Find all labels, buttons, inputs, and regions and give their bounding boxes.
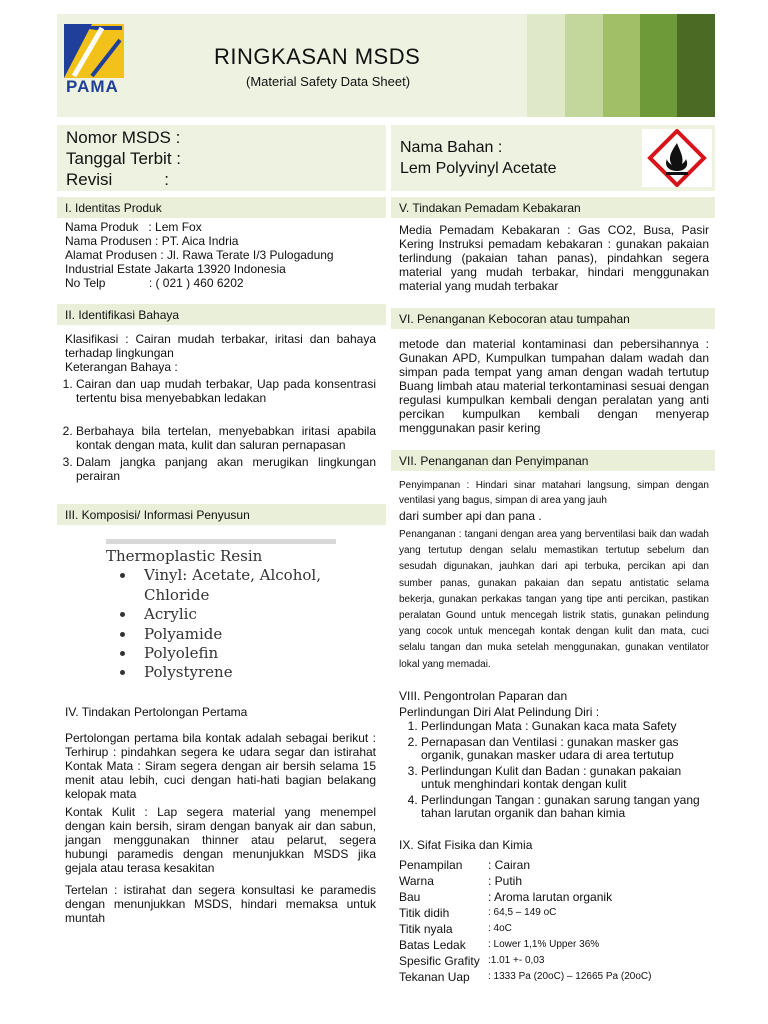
apd-item: 4. Perlindungan Tangan : gunakan sarung tangan yang tahan larutan organik dan bahan kimia <box>421 794 709 820</box>
keterangan-bahaya: Keterangan Bahaya : <box>65 360 178 374</box>
identitas-line: Alamat Produsen : Jl. Rawa Terate I/3 Pulogadung <box>65 248 334 262</box>
bahaya-item: 1. Cairan dan uap mudah terbakar, Uap pada konsentrasi tertentu bisa menyebabkan ledakan <box>76 377 376 405</box>
pertolongan-p2: Kontak Kulit : Lap segera material yang menempel dengan kain bersih, siram dengan banyak air dan sabun, jangan menggunakan thinner atau pelarut, segera hubungi paramedis dengan menunjukkan MSDS jika gejala atau terasa kesakitan <box>65 805 376 875</box>
section-title-pemadam: V. Tindakan Pemadam Kebakaran <box>399 201 581 215</box>
identitas-line: Nama Produk : Lem Fox <box>65 220 202 234</box>
header-stripe-4 <box>640 14 677 117</box>
nama-bahan-value: Lem Polyvinyl Acetate <box>400 160 557 177</box>
apd-item: 2. Pernapasan dan Ventilasi : gunakan masker gas organik, gunakan masker udara di area tertutup <box>421 736 709 762</box>
identitas-line: Nama Produsen : PT. Aica Indria <box>65 234 239 248</box>
sifat-value: : Lower 1,1% Upper 36% <box>488 939 600 950</box>
pemadam-text: Media Pemadam Kebakaran : Gas CO2, Busa, Pasir Kering Instruksi pemadam kebakaran : gunakan pakaian terlindung (pakaian tahan panas), pindahkan segera material yang mudah terbakar, hindari menggunakan material yang mudah terbakar <box>399 223 709 293</box>
section-bar-penyimpanan <box>391 450 715 471</box>
pertolongan-p3: Tertelan : istirahat dan segera konsultasi ke paramedis dengan menunjukkan MSDS, hindari memaksa untuk muntah <box>65 883 376 925</box>
bahaya-item: 2. Berbahaya bila tertelan, menyebabkan iritasi apabila kontak dengan mata, kulit dan saluran pernapasan <box>76 424 376 452</box>
header-stripe-2 <box>565 14 603 117</box>
sifat-fisika-table <box>399 857 651 985</box>
tanggal-terbit: Tanggal Terbit : <box>66 149 181 168</box>
section-title-pengontrolan: VIII. Pengontrolan Paparan dan <box>399 689 568 703</box>
penyimpanan-end: dari sumber api dan pana . <box>399 509 542 523</box>
msds-meta-box <box>57 125 386 191</box>
identifikasi-bahaya-text <box>65 332 376 486</box>
section-title-sifat: IX. Sifat Fisika dan Kimia <box>399 838 533 852</box>
sifat-row <box>399 857 651 873</box>
section-title-identifikasi-bahaya: II. Identifikasi Bahaya <box>65 308 180 322</box>
page-subtitle: (Material Safety Data Sheet) <box>246 74 411 89</box>
section-bar-komposisi <box>57 504 386 525</box>
penyimpanan-p: Penyimpanan : Hindari sinar matahari langsung, simpan dengan ventilasi yang bagus, simpan di area yang jauh <box>399 480 709 506</box>
sifat-row <box>399 921 651 937</box>
sifat-value: : 4oC <box>488 923 512 934</box>
kebocoran-text: metode dan material kontaminasi dan pebersihannya : Gunakan APD, Kumpulkan tumpahan dalam wadah dan simpan pada tempat yang aman dengan wadah tertutup Buang limbah atau material terkontaminasi sesuai dengan regulasi kumpulkan kembali dengan peralatan yang anti percikan kumpulkan kembali dengan menyerap menggunakan pasir kering <box>399 337 709 435</box>
sifat-row <box>399 953 651 969</box>
section-bar-pemadam <box>391 197 715 218</box>
sifat-label: Bau <box>399 890 421 904</box>
sifat-value: :1.01 +- 0,03 <box>488 955 545 966</box>
page-title: RINGKASAN MSDS <box>214 44 421 69</box>
nomor-msds: Nomor MSDS : <box>66 128 181 147</box>
resin-title: Thermoplastic Resin <box>106 547 263 565</box>
sifat-row <box>399 969 651 985</box>
resin-item: • Acrylic <box>136 605 346 624</box>
section-subtitle-pengontrolan: Perlindungan Diri Alat Pelindung Diri : <box>399 705 600 719</box>
hazard-pictogram-frame <box>642 129 712 187</box>
apd-item: 1. Perlindungan Mata : Gunakan kaca mata Safety <box>421 720 709 733</box>
resin-rule <box>106 539 336 544</box>
identitas-produk-text <box>65 220 381 290</box>
nama-bahan-label: Nama Bahan : <box>400 139 503 156</box>
section-title-penyimpanan: VII. Penanganan dan Penyimpanan <box>399 454 589 468</box>
header-stripe-1 <box>527 14 565 117</box>
resin-list-block <box>106 547 346 683</box>
penanganan-p: Penanganan : tangani dengan area yang berventilasi baik dan wadah yang tertutup dengan selalu memastikan tertutup sebelum dan sesudah digunakan, jauhkan dari api terbuka, percikan api dan sumber panas, gunakan pakaian dan sepatu antistatic selama bekerja, gunakan perkakas tangan yang tipe anti percikan, pastikan peralatan Gound untuk mencegah listrik statis, gunakan pelindung yang cocok untuk mencegah kontak dengan kulit dan mata, cuci selalu tangan dan muka setelah menggunakan, gunakan ventilator lokal yang memadai. <box>399 529 709 670</box>
sifat-value: : Cairan <box>488 858 531 872</box>
klasifikasi: Klasifikasi : Cairan mudah terbakar, iritasi dan bahaya terhadap lingkungan <box>65 332 376 360</box>
apd-item: 3. Perlindungan Kulit dan Badan : gunakan pakaian untuk menghindari kontak dengan kulit <box>421 765 709 791</box>
sifat-value: : 64,5 – 149 oC <box>488 907 557 918</box>
sifat-row <box>399 873 651 889</box>
pertolongan-p1: Pertolongan pertama bila kontak adalah sebagai berikut : Terhirup : pindahkan segera ke udara segar dan istirahat Kontak Mata : Siram segera dengan air bersih selama 15 menit atau lebih, cuci dengan hati-hati bagian belakang kelopak mata <box>65 731 376 801</box>
sifat-row <box>399 937 651 953</box>
sifat-value: : Putih <box>488 874 523 888</box>
sifat-value: : 1333 Pa (20oC) – 12665 Pa (20oC) <box>488 971 652 982</box>
penyimpanan-text <box>399 478 709 673</box>
section-title-identitas: I. Identitas Produk <box>65 201 162 215</box>
logo-text: PAMA <box>66 77 119 96</box>
sifat-label: Penampilan <box>399 858 463 872</box>
identitas-line: No Telp : ( 021 ) 460 6202 <box>65 276 244 290</box>
sifat-label: Warna <box>399 874 434 888</box>
sifat-value: : Aroma larutan organik <box>488 890 613 904</box>
resin-item: • Polyamide <box>136 625 346 644</box>
section-title-komposisi: III. Komposisi/ Informasi Penyusun <box>65 508 250 522</box>
sifat-label: Batas Ledak <box>399 938 466 952</box>
resin-item: • Polyolefin <box>136 644 346 663</box>
sifat-row <box>399 889 651 905</box>
section-title-kebocoran: VI. Penanganan Kebocoran atau tumpahan <box>399 312 630 326</box>
section-bar-identitas <box>57 197 386 218</box>
identitas-line: Industrial Estate Jakarta 13920 Indonesia <box>65 262 286 276</box>
pengontrolan-block <box>399 688 709 823</box>
section-bar-identifikasi-bahaya <box>57 304 386 325</box>
revisi: Revisi : <box>66 170 169 189</box>
pertolongan-pertama-text <box>65 731 376 925</box>
sifat-label: Titik didih <box>399 906 450 920</box>
section-title-pertolongan: IV. Tindakan Pertolongan Pertama <box>65 705 248 719</box>
sifat-label: Spesific Grafity <box>399 954 480 968</box>
section-bar-kebocoran <box>391 308 715 329</box>
header-stripe-3 <box>603 14 640 117</box>
flammable-pictogram-icon <box>642 129 712 187</box>
resin-item: • Polystyrene <box>136 663 346 682</box>
sifat-row <box>399 905 651 921</box>
sifat-label: Tekanan Uap <box>399 970 470 984</box>
bahaya-item: 3. Dalam jangka panjang akan merugikan lingkungan perairan <box>76 455 376 483</box>
header-stripe-5 <box>677 14 715 117</box>
sifat-label: Titik nyala <box>399 922 453 936</box>
resin-item: • Vinyl: Acetate, Alcohol, Chloride <box>136 566 346 605</box>
